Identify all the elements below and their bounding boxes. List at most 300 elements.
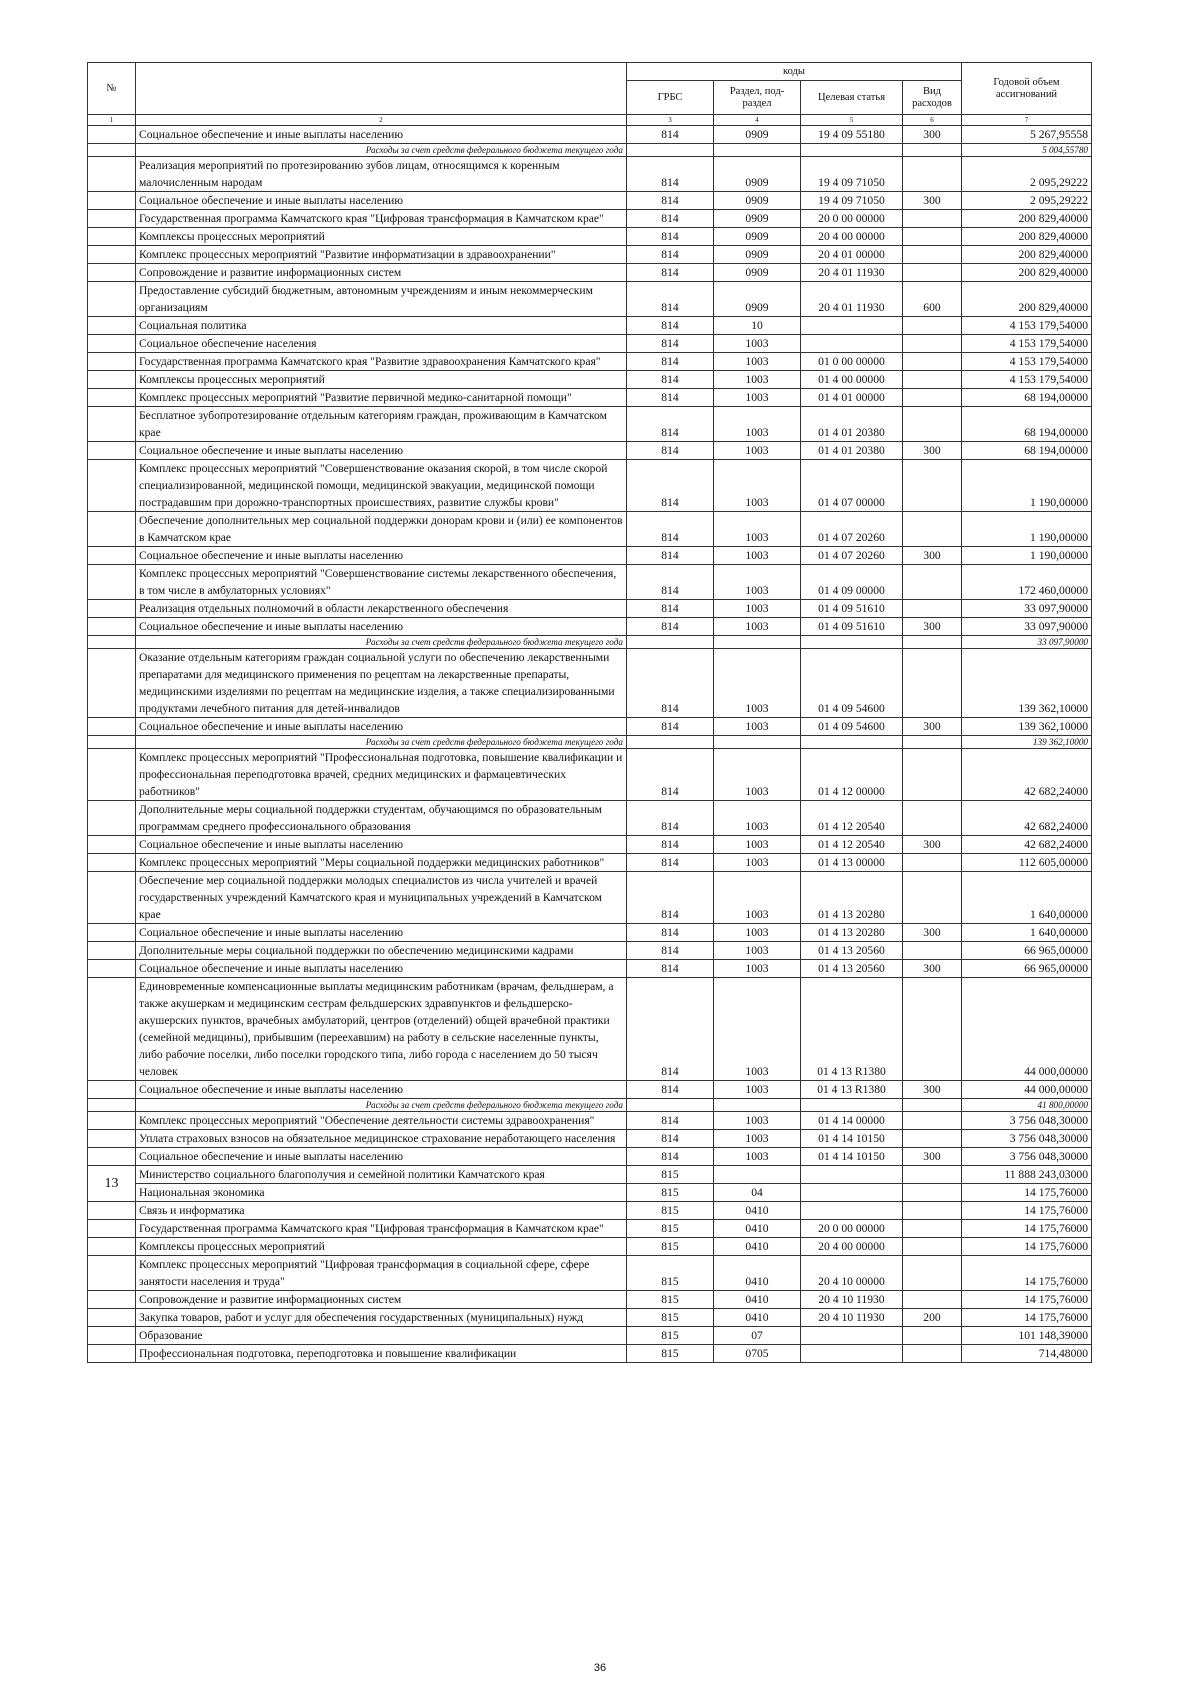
table-row bbox=[88, 317, 1092, 335]
annual-volume-cell: 200 829,40000 bbox=[962, 264, 1092, 282]
section-cell: 0909 bbox=[714, 228, 801, 246]
grbs-cell: 814 bbox=[627, 565, 714, 600]
table-row bbox=[88, 442, 1092, 460]
header-number: № bbox=[88, 63, 136, 115]
federal-funds-row bbox=[88, 636, 1092, 649]
target-article-cell: 01 4 14 00000 bbox=[801, 1112, 903, 1130]
federal-funds-row bbox=[88, 144, 1092, 157]
table-row bbox=[88, 1148, 1092, 1166]
expense-type-cell bbox=[903, 600, 962, 618]
row-number-cell bbox=[88, 1099, 136, 1112]
annual-volume-cell: 200 829,40000 bbox=[962, 228, 1092, 246]
column-number: 3 bbox=[627, 115, 714, 126]
row-name-cell: Реализация отдельных полномочий в области лекарственного обеспечения bbox=[136, 600, 627, 618]
target-article-cell: 20 0 00 00000 bbox=[801, 210, 903, 228]
grbs-cell bbox=[627, 636, 714, 649]
annual-volume-cell: 33 097,90000 bbox=[962, 618, 1092, 636]
target-article-cell bbox=[801, 1345, 903, 1363]
table-row bbox=[88, 1345, 1092, 1363]
annual-volume-cell: 14 175,76000 bbox=[962, 1184, 1092, 1202]
row-name-cell: Комплексы процессных мероприятий bbox=[136, 1238, 627, 1256]
row-number-cell bbox=[88, 649, 136, 718]
section-cell: 1003 bbox=[714, 407, 801, 442]
row-number-cell bbox=[88, 801, 136, 836]
grbs-cell: 814 bbox=[627, 978, 714, 1081]
row-name-cell: Комплекс процессных мероприятий "Меры социальной поддержки медицинских работников" bbox=[136, 854, 627, 872]
header-expense-type: Вид расходов bbox=[903, 81, 962, 115]
row-name-cell: Социальное обеспечение и иные выплаты населению bbox=[136, 547, 627, 565]
annual-volume-cell: 3 756 048,30000 bbox=[962, 1112, 1092, 1130]
row-name-cell: Комплексы процессных мероприятий bbox=[136, 228, 627, 246]
annual-volume-cell: 14 175,76000 bbox=[962, 1291, 1092, 1309]
expense-type-cell bbox=[903, 460, 962, 512]
table-row bbox=[88, 1220, 1092, 1238]
table-row bbox=[88, 371, 1092, 389]
row-number-cell bbox=[88, 264, 136, 282]
row-number-cell bbox=[88, 924, 136, 942]
table-row bbox=[88, 1327, 1092, 1345]
table-row bbox=[88, 192, 1092, 210]
row-name-cell: Предоставление субсидий бюджетным, автономным учреждениям и иным некоммерческим организациям bbox=[136, 282, 627, 317]
grbs-cell: 814 bbox=[627, 1081, 714, 1099]
column-number: 6 bbox=[903, 115, 962, 126]
row-number-cell bbox=[88, 854, 136, 872]
expense-type-cell bbox=[903, 636, 962, 649]
table-row bbox=[88, 157, 1092, 192]
target-article-cell: 19 4 09 71050 bbox=[801, 157, 903, 192]
annual-volume-cell: 4 153 179,54000 bbox=[962, 335, 1092, 353]
target-article-cell bbox=[801, 1327, 903, 1345]
table-row bbox=[88, 1238, 1092, 1256]
target-article-cell: 20 4 10 00000 bbox=[801, 1256, 903, 1291]
section-cell: 0410 bbox=[714, 1238, 801, 1256]
row-name-cell: Закупка товаров, работ и услуг для обеспечения государственных (муниципальных) нужд bbox=[136, 1309, 627, 1327]
section-cell: 1003 bbox=[714, 335, 801, 353]
expense-type-cell: 300 bbox=[903, 924, 962, 942]
section-cell bbox=[714, 736, 801, 749]
header-codes: коды bbox=[627, 63, 962, 81]
target-article-cell: 01 4 12 20540 bbox=[801, 801, 903, 836]
grbs-cell: 814 bbox=[627, 228, 714, 246]
table-row bbox=[88, 1291, 1092, 1309]
section-cell: 1003 bbox=[714, 460, 801, 512]
section-cell: 1003 bbox=[714, 924, 801, 942]
target-article-cell bbox=[801, 317, 903, 335]
table-row bbox=[88, 618, 1092, 636]
expense-type-cell bbox=[903, 1345, 962, 1363]
annual-volume-cell: 1 190,00000 bbox=[962, 512, 1092, 547]
header-name bbox=[136, 63, 627, 115]
expense-type-cell bbox=[903, 512, 962, 547]
section-cell bbox=[714, 144, 801, 157]
header-section: Раздел, под-раздел bbox=[714, 81, 801, 115]
table-row bbox=[88, 1166, 1092, 1184]
section-cell: 1003 bbox=[714, 618, 801, 636]
grbs-cell: 814 bbox=[627, 649, 714, 718]
table-row bbox=[88, 335, 1092, 353]
row-name-cell: Государственная программа Камчатского края "Развитие здравоохранения Камчатского края" bbox=[136, 353, 627, 371]
target-article-cell: 20 4 01 11930 bbox=[801, 264, 903, 282]
section-cell: 1003 bbox=[714, 960, 801, 978]
table-row bbox=[88, 600, 1092, 618]
row-number-cell bbox=[88, 371, 136, 389]
annual-volume-cell: 44 000,00000 bbox=[962, 978, 1092, 1081]
row-number-cell bbox=[88, 547, 136, 565]
page-number: 36 bbox=[593, 1662, 607, 1674]
section-cell: 1003 bbox=[714, 1112, 801, 1130]
table-row bbox=[88, 353, 1092, 371]
expense-type-cell bbox=[903, 942, 962, 960]
section-cell: 1003 bbox=[714, 371, 801, 389]
row-number-cell bbox=[88, 144, 136, 157]
section-cell: 1003 bbox=[714, 600, 801, 618]
grbs-cell: 814 bbox=[627, 960, 714, 978]
expense-type-cell bbox=[903, 246, 962, 264]
row-name-cell: Уплата страховых взносов на обязательное медицинское страхование неработающего населения bbox=[136, 1130, 627, 1148]
row-name-cell: Обеспечение мер социальной поддержки молодых специалистов из числа учителей и врачей государственных учреждений Камчатского края и муниципальных учреждений в Камчатском крае bbox=[136, 872, 627, 924]
section-cell: 0909 bbox=[714, 210, 801, 228]
table-row bbox=[88, 718, 1092, 736]
expense-type-cell: 300 bbox=[903, 960, 962, 978]
annual-volume-cell: 5 267,95558 bbox=[962, 126, 1092, 144]
row-number-cell bbox=[88, 749, 136, 801]
annual-volume-cell: 200 829,40000 bbox=[962, 246, 1092, 264]
target-article-cell: 19 4 09 55180 bbox=[801, 126, 903, 144]
table-row bbox=[88, 512, 1092, 547]
row-name-cell: Реализация мероприятий по протезированию зубов лицам, относящимся к коренным малочисленным народам bbox=[136, 157, 627, 192]
target-article-cell bbox=[801, 1202, 903, 1220]
target-article-cell: 01 4 07 20260 bbox=[801, 547, 903, 565]
expense-type-cell: 300 bbox=[903, 547, 962, 565]
row-number-cell bbox=[88, 978, 136, 1081]
target-article-cell: 01 4 01 20380 bbox=[801, 442, 903, 460]
target-article-cell: 20 4 00 00000 bbox=[801, 1238, 903, 1256]
row-number-cell bbox=[88, 718, 136, 736]
column-number: 4 bbox=[714, 115, 801, 126]
target-article-cell: 01 0 00 00000 bbox=[801, 353, 903, 371]
annual-volume-cell: 101 148,39000 bbox=[962, 1327, 1092, 1345]
section-cell: 0909 bbox=[714, 264, 801, 282]
target-article-cell: 01 4 12 00000 bbox=[801, 749, 903, 801]
expense-type-cell bbox=[903, 872, 962, 924]
section-cell: 1003 bbox=[714, 353, 801, 371]
expense-type-cell: 300 bbox=[903, 1081, 962, 1099]
expense-type-cell bbox=[903, 407, 962, 442]
section-cell: 1003 bbox=[714, 718, 801, 736]
expense-type-cell bbox=[903, 1166, 962, 1184]
row-name-cell: Расходы за счет средств федерального бюджета текущего года bbox=[136, 144, 627, 157]
table-row bbox=[88, 126, 1092, 144]
expense-type-cell bbox=[903, 228, 962, 246]
annual-volume-cell: 66 965,00000 bbox=[962, 960, 1092, 978]
expense-type-cell: 200 bbox=[903, 1309, 962, 1327]
table-row bbox=[88, 854, 1092, 872]
expense-type-cell bbox=[903, 389, 962, 407]
row-name-cell: Социальное обеспечение и иные выплаты населению bbox=[136, 924, 627, 942]
annual-volume-cell: 3 756 048,30000 bbox=[962, 1148, 1092, 1166]
grbs-cell: 815 bbox=[627, 1166, 714, 1184]
expense-type-cell: 300 bbox=[903, 1148, 962, 1166]
expense-type-cell bbox=[903, 1327, 962, 1345]
expense-type-cell bbox=[903, 749, 962, 801]
grbs-cell: 814 bbox=[627, 1112, 714, 1130]
target-article-cell: 01 4 13 R1380 bbox=[801, 978, 903, 1081]
target-article-cell: 19 4 09 71050 bbox=[801, 192, 903, 210]
table-row bbox=[88, 264, 1092, 282]
row-number-cell bbox=[88, 192, 136, 210]
annual-volume-cell: 112 605,00000 bbox=[962, 854, 1092, 872]
target-article-cell: 01 4 07 00000 bbox=[801, 460, 903, 512]
target-article-cell: 01 4 14 10150 bbox=[801, 1148, 903, 1166]
grbs-cell: 814 bbox=[627, 407, 714, 442]
expense-type-cell bbox=[903, 1238, 962, 1256]
row-number-cell bbox=[88, 1256, 136, 1291]
row-name-cell: Государственная программа Камчатского края "Цифровая трансформация в Камчатском крае" bbox=[136, 1220, 627, 1238]
row-number-cell bbox=[88, 1130, 136, 1148]
annual-volume-cell: 68 194,00000 bbox=[962, 407, 1092, 442]
row-number-cell bbox=[88, 960, 136, 978]
section-cell: 0909 bbox=[714, 126, 801, 144]
row-number-cell bbox=[88, 1238, 136, 1256]
expense-type-cell bbox=[903, 1291, 962, 1309]
target-article-cell: 01 4 01 20380 bbox=[801, 407, 903, 442]
section-cell: 0909 bbox=[714, 192, 801, 210]
table-row bbox=[88, 1309, 1092, 1327]
expense-type-cell bbox=[903, 649, 962, 718]
row-name-cell: Профессиональная подготовка, переподготовка и повышение квалификации bbox=[136, 1345, 627, 1363]
row-number-cell bbox=[88, 942, 136, 960]
row-name-cell: Единовременные компенсационные выплаты медицинским работникам (врачам, фельдшерам, а также акушеркам и медицинским сестрам фельдшерских здравпунктов и фельдшерско-акушерских пунктов, врачебных амбулаторий, центров (отделений) общей врачебной практики (семейной медицины), прибывшим (переехавшим) на работу в сельские населенные пункты, либо рабочие поселки, либо поселки городского типа, либо города с населением до 50 тысяч человек bbox=[136, 978, 627, 1081]
target-article-cell: 01 4 13 20280 bbox=[801, 924, 903, 942]
grbs-cell: 815 bbox=[627, 1184, 714, 1202]
annual-volume-cell: 42 682,24000 bbox=[962, 836, 1092, 854]
expense-type-cell bbox=[903, 565, 962, 600]
section-cell bbox=[714, 1166, 801, 1184]
annual-volume-cell: 14 175,76000 bbox=[962, 1309, 1092, 1327]
row-name-cell: Комплексы процессных мероприятий bbox=[136, 371, 627, 389]
section-cell: 10 bbox=[714, 317, 801, 335]
target-article-cell: 01 4 13 20560 bbox=[801, 960, 903, 978]
grbs-cell: 814 bbox=[627, 512, 714, 547]
annual-volume-cell: 41 800,00000 bbox=[962, 1099, 1092, 1112]
target-article-cell: 01 4 01 00000 bbox=[801, 389, 903, 407]
row-number-cell bbox=[88, 1202, 136, 1220]
section-cell: 1003 bbox=[714, 749, 801, 801]
row-number-cell bbox=[88, 126, 136, 144]
grbs-cell: 814 bbox=[627, 942, 714, 960]
expense-type-cell bbox=[903, 801, 962, 836]
row-number-cell bbox=[88, 1327, 136, 1345]
table-row bbox=[88, 978, 1092, 1081]
expense-type-cell bbox=[903, 353, 962, 371]
section-cell: 1003 bbox=[714, 836, 801, 854]
expense-type-cell: 300 bbox=[903, 126, 962, 144]
row-name-cell: Комплекс процессных мероприятий "Развитие первичной медико-санитарной помощи" bbox=[136, 389, 627, 407]
section-cell: 07 bbox=[714, 1327, 801, 1345]
annual-volume-cell: 1 640,00000 bbox=[962, 924, 1092, 942]
annual-volume-cell: 44 000,00000 bbox=[962, 1081, 1092, 1099]
row-number-cell: 13 bbox=[88, 1166, 136, 1202]
row-name-cell: Министерство социального благополучия и семейной политики Камчатского края bbox=[136, 1166, 627, 1184]
row-number-cell bbox=[88, 565, 136, 600]
annual-volume-cell: 1 640,00000 bbox=[962, 872, 1092, 924]
row-name-cell: Расходы за счет средств федерального бюджета текущего года bbox=[136, 636, 627, 649]
header-target-article: Целевая статья bbox=[801, 81, 903, 115]
row-name-cell: Дополнительные меры социальной поддержки по обеспечению медицинскими кадрами bbox=[136, 942, 627, 960]
target-article-cell: 20 4 01 11930 bbox=[801, 282, 903, 317]
section-cell: 1003 bbox=[714, 854, 801, 872]
table-row bbox=[88, 565, 1092, 600]
table-row bbox=[88, 942, 1092, 960]
grbs-cell: 814 bbox=[627, 246, 714, 264]
expense-type-cell bbox=[903, 317, 962, 335]
expense-type-cell bbox=[903, 1202, 962, 1220]
target-article-cell bbox=[801, 1166, 903, 1184]
row-number-cell bbox=[88, 210, 136, 228]
table-row bbox=[88, 924, 1092, 942]
grbs-cell: 814 bbox=[627, 157, 714, 192]
section-cell: 1003 bbox=[714, 442, 801, 460]
target-article-cell: 01 4 09 54600 bbox=[801, 649, 903, 718]
target-article-cell: 01 4 09 00000 bbox=[801, 565, 903, 600]
expense-type-cell bbox=[903, 736, 962, 749]
grbs-cell: 814 bbox=[627, 126, 714, 144]
federal-funds-row bbox=[88, 1099, 1092, 1112]
expense-type-cell bbox=[903, 371, 962, 389]
section-cell: 1003 bbox=[714, 942, 801, 960]
row-number-cell bbox=[88, 460, 136, 512]
row-name-cell: Расходы за счет средств федерального бюджета текущего года bbox=[136, 736, 627, 749]
section-cell: 0705 bbox=[714, 1345, 801, 1363]
section-cell: 1003 bbox=[714, 389, 801, 407]
grbs-cell: 814 bbox=[627, 1148, 714, 1166]
grbs-cell: 815 bbox=[627, 1220, 714, 1238]
section-cell: 1003 bbox=[714, 1130, 801, 1148]
grbs-cell: 814 bbox=[627, 389, 714, 407]
target-article-cell: 20 4 10 11930 bbox=[801, 1309, 903, 1327]
table-row bbox=[88, 801, 1092, 836]
target-article-cell: 01 4 13 20280 bbox=[801, 872, 903, 924]
annual-volume-cell: 11 888 243,03000 bbox=[962, 1166, 1092, 1184]
expense-type-cell bbox=[903, 210, 962, 228]
section-cell: 0410 bbox=[714, 1256, 801, 1291]
row-number-cell bbox=[88, 317, 136, 335]
table-row bbox=[88, 1112, 1092, 1130]
annual-volume-cell: 3 756 048,30000 bbox=[962, 1130, 1092, 1148]
expense-type-cell bbox=[903, 1184, 962, 1202]
table-row bbox=[88, 460, 1092, 512]
grbs-cell bbox=[627, 144, 714, 157]
grbs-cell: 815 bbox=[627, 1238, 714, 1256]
grbs-cell: 814 bbox=[627, 1130, 714, 1148]
expense-type-cell: 600 bbox=[903, 282, 962, 317]
section-cell: 1003 bbox=[714, 1081, 801, 1099]
grbs-cell: 815 bbox=[627, 1291, 714, 1309]
row-name-cell: Социальное обеспечение и иные выплаты населению bbox=[136, 192, 627, 210]
grbs-cell bbox=[627, 1099, 714, 1112]
expense-type-cell bbox=[903, 264, 962, 282]
row-number-cell bbox=[88, 442, 136, 460]
grbs-cell: 814 bbox=[627, 749, 714, 801]
row-number-cell bbox=[88, 512, 136, 547]
grbs-cell: 814 bbox=[627, 317, 714, 335]
header-annual-volume: Годовой объем ассигнований bbox=[962, 63, 1092, 115]
grbs-cell: 814 bbox=[627, 600, 714, 618]
annual-volume-cell: 1 190,00000 bbox=[962, 547, 1092, 565]
row-number-cell bbox=[88, 353, 136, 371]
expense-type-cell: 300 bbox=[903, 618, 962, 636]
grbs-cell: 815 bbox=[627, 1345, 714, 1363]
section-cell: 1003 bbox=[714, 801, 801, 836]
row-name-cell: Комплекс процессных мероприятий "Развитие информатизации в здравоохранении" bbox=[136, 246, 627, 264]
annual-volume-cell: 139 362,10000 bbox=[962, 718, 1092, 736]
grbs-cell: 814 bbox=[627, 718, 714, 736]
row-number-cell bbox=[88, 228, 136, 246]
grbs-cell: 814 bbox=[627, 335, 714, 353]
row-name-cell: Социальное обеспечение и иные выплаты населению bbox=[136, 1081, 627, 1099]
table-row bbox=[88, 1130, 1092, 1148]
column-number: 2 bbox=[136, 115, 627, 126]
table-row bbox=[88, 228, 1092, 246]
row-name-cell: Обеспечение дополнительных мер социальной поддержки донорам крови и (или) ее компонентов в Камчатском крае bbox=[136, 512, 627, 547]
table-row bbox=[88, 210, 1092, 228]
table-row bbox=[88, 836, 1092, 854]
target-article-cell: 01 4 13 20560 bbox=[801, 942, 903, 960]
row-name-cell: Социальное обеспечение и иные выплаты населению bbox=[136, 836, 627, 854]
row-name-cell: Сопровождение и развитие информационных систем bbox=[136, 264, 627, 282]
table-row bbox=[88, 749, 1092, 801]
row-number-cell bbox=[88, 836, 136, 854]
row-name-cell: Образование bbox=[136, 1327, 627, 1345]
expense-type-cell bbox=[903, 1220, 962, 1238]
section-cell: 0410 bbox=[714, 1291, 801, 1309]
grbs-cell: 814 bbox=[627, 264, 714, 282]
row-number-cell bbox=[88, 335, 136, 353]
annual-volume-cell: 4 153 179,54000 bbox=[962, 371, 1092, 389]
grbs-cell: 814 bbox=[627, 872, 714, 924]
row-name-cell: Комплекс процессных мероприятий "Цифровая трансформация в социальной сфере, сфере занятости населения и труда" bbox=[136, 1256, 627, 1291]
row-name-cell: Дополнительные меры социальной поддержки студентам, обучающимся по образовательным программам среднего профессионального образования bbox=[136, 801, 627, 836]
target-article-cell bbox=[801, 736, 903, 749]
row-number-cell bbox=[88, 1345, 136, 1363]
annual-volume-cell: 42 682,24000 bbox=[962, 749, 1092, 801]
expense-type-cell bbox=[903, 1112, 962, 1130]
annual-volume-cell: 14 175,76000 bbox=[962, 1256, 1092, 1291]
grbs-cell: 815 bbox=[627, 1309, 714, 1327]
grbs-cell: 814 bbox=[627, 801, 714, 836]
table-row bbox=[88, 649, 1092, 718]
target-article-cell bbox=[801, 335, 903, 353]
target-article-cell: 20 4 10 11930 bbox=[801, 1291, 903, 1309]
annual-volume-cell: 2 095,29222 bbox=[962, 192, 1092, 210]
target-article-cell: 20 4 01 00000 bbox=[801, 246, 903, 264]
row-number-cell bbox=[88, 872, 136, 924]
target-article-cell: 01 4 13 00000 bbox=[801, 854, 903, 872]
target-article-cell: 01 4 14 10150 bbox=[801, 1130, 903, 1148]
row-number-cell bbox=[88, 407, 136, 442]
section-cell: 0909 bbox=[714, 157, 801, 192]
table-row bbox=[88, 547, 1092, 565]
row-name-cell: Государственная программа Камчатского края "Цифровая трансформация в Камчатском крае" bbox=[136, 210, 627, 228]
expense-type-cell: 300 bbox=[903, 442, 962, 460]
section-cell: 0410 bbox=[714, 1202, 801, 1220]
row-number-cell bbox=[88, 1220, 136, 1238]
target-article-cell bbox=[801, 1184, 903, 1202]
annual-volume-cell: 5 004,55780 bbox=[962, 144, 1092, 157]
section-cell: 1003 bbox=[714, 1148, 801, 1166]
annual-volume-cell: 33 097,90000 bbox=[962, 600, 1092, 618]
grbs-cell: 814 bbox=[627, 282, 714, 317]
